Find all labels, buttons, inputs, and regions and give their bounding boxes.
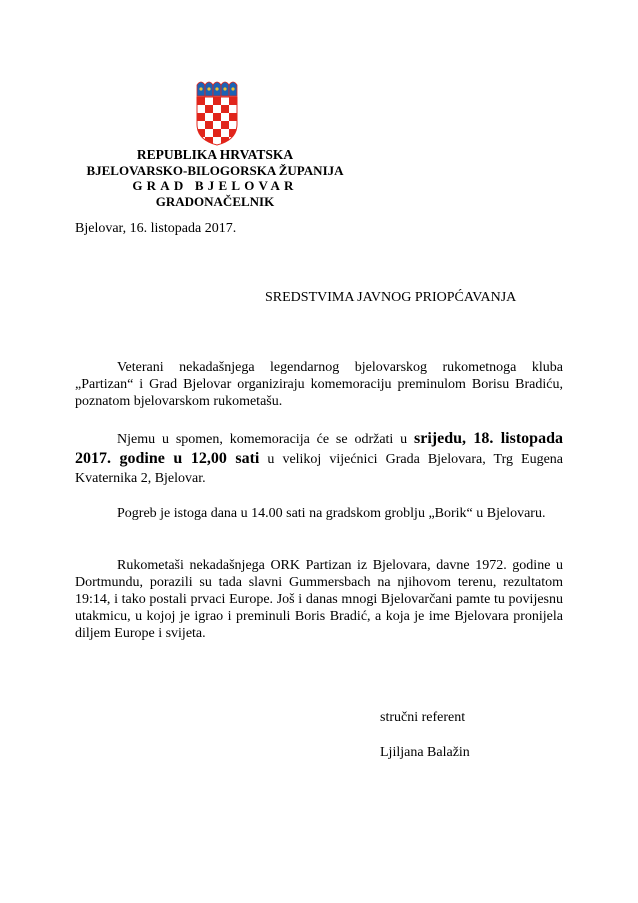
document-date: Bjelovar, 16. listopada 2017. xyxy=(75,221,237,236)
coat-crown xyxy=(197,82,237,96)
signature-name: Ljiljana Balažin xyxy=(380,745,470,760)
paragraph-2-text xyxy=(75,429,563,488)
paragraph-1 xyxy=(75,359,563,410)
header-city: GRAD BJELOVAR xyxy=(132,178,298,193)
shield-square xyxy=(213,129,221,137)
shield-square xyxy=(197,121,205,129)
shield-square xyxy=(205,97,213,105)
signature-title: stručni referent xyxy=(380,710,466,725)
shield-square xyxy=(221,105,229,113)
header-office: GRADONAČELNIK xyxy=(155,194,275,209)
crown-dot xyxy=(231,87,234,90)
shield-square xyxy=(221,129,229,137)
crown-dot xyxy=(199,87,202,90)
paragraph-1-text: Veterani nekadašnjega legendarnog bjelovarskog rukometnoga kluba „Partizan“ i Grad Bjelovar organiziraju komemoraciju preminulom Borisu Bradiću, poznatom bjelovarskom rukometašu. xyxy=(75,360,563,409)
shield-square xyxy=(229,113,237,121)
croatian-coat-of-arms-icon xyxy=(192,76,242,146)
shield-square xyxy=(205,105,213,113)
paragraph-4 xyxy=(75,557,563,642)
paragraph-2 xyxy=(75,429,563,488)
paragraph-2-part-b: u velikoj vijećnici Grada Bjelovara, Trg Eugena Kvaternika 2, Bjelovar. xyxy=(75,452,563,486)
shield-square xyxy=(205,129,213,137)
crown-dot xyxy=(207,87,210,90)
header-county: BJELOVARSKO-BILOGORSKA ŽUPANIJA xyxy=(86,163,344,178)
coat-shield xyxy=(197,97,237,145)
shield-square xyxy=(197,137,205,145)
shield-square xyxy=(229,97,237,105)
shield-square xyxy=(205,113,213,121)
shield-square xyxy=(229,121,237,129)
paragraph-3 xyxy=(75,505,563,522)
shield-square xyxy=(221,113,229,121)
recipient-line: SREDSTVIMA JAVNOG PRIOPĆAVANJA xyxy=(265,290,517,305)
crown-dot xyxy=(223,87,226,90)
shield-square xyxy=(213,121,221,129)
shield-square xyxy=(205,121,213,129)
header-republic: REPUBLIKA HRVATSKA xyxy=(136,147,294,162)
shield-square xyxy=(197,97,205,105)
shield-square xyxy=(213,105,221,113)
shield-square xyxy=(197,113,205,121)
shield-square xyxy=(221,97,229,105)
paragraph-2-bold-datetime: srijedu, 18. listopada 2017. godine u 12,00 sati xyxy=(75,430,563,467)
paragraph-3-text: Pogreb je istoga dana u 14.00 sati na gradskom groblju „Borik“ u Bjelovaru. xyxy=(117,506,546,521)
shield-square xyxy=(221,121,229,129)
shield-square xyxy=(197,105,205,113)
shield-square xyxy=(213,113,221,121)
shield-square xyxy=(229,137,237,145)
paragraph-4-text: Rukometaši nekadašnjega ORK Partizan iz Bjelovara, davne 1972. godine u Dortmundu, porazili su tada slavni Gummersbach na njihovom terenu, rezultatom 19:14, i tako postali prvaci Europe. Još i danas mnogi Bjelovarčani pamte tu povijesnu utakmicu, u kojoj je igrao i preminuli Boris Bradić, a koja je ime Bjelovara pronijela diljem Europe i svijeta. xyxy=(75,558,563,641)
shield-square xyxy=(213,97,221,105)
shield-square xyxy=(229,105,237,113)
crown-dot xyxy=(215,87,218,90)
paragraph-2-part-a: Njemu u spomen, komemoracija će se održati u xyxy=(117,432,415,447)
